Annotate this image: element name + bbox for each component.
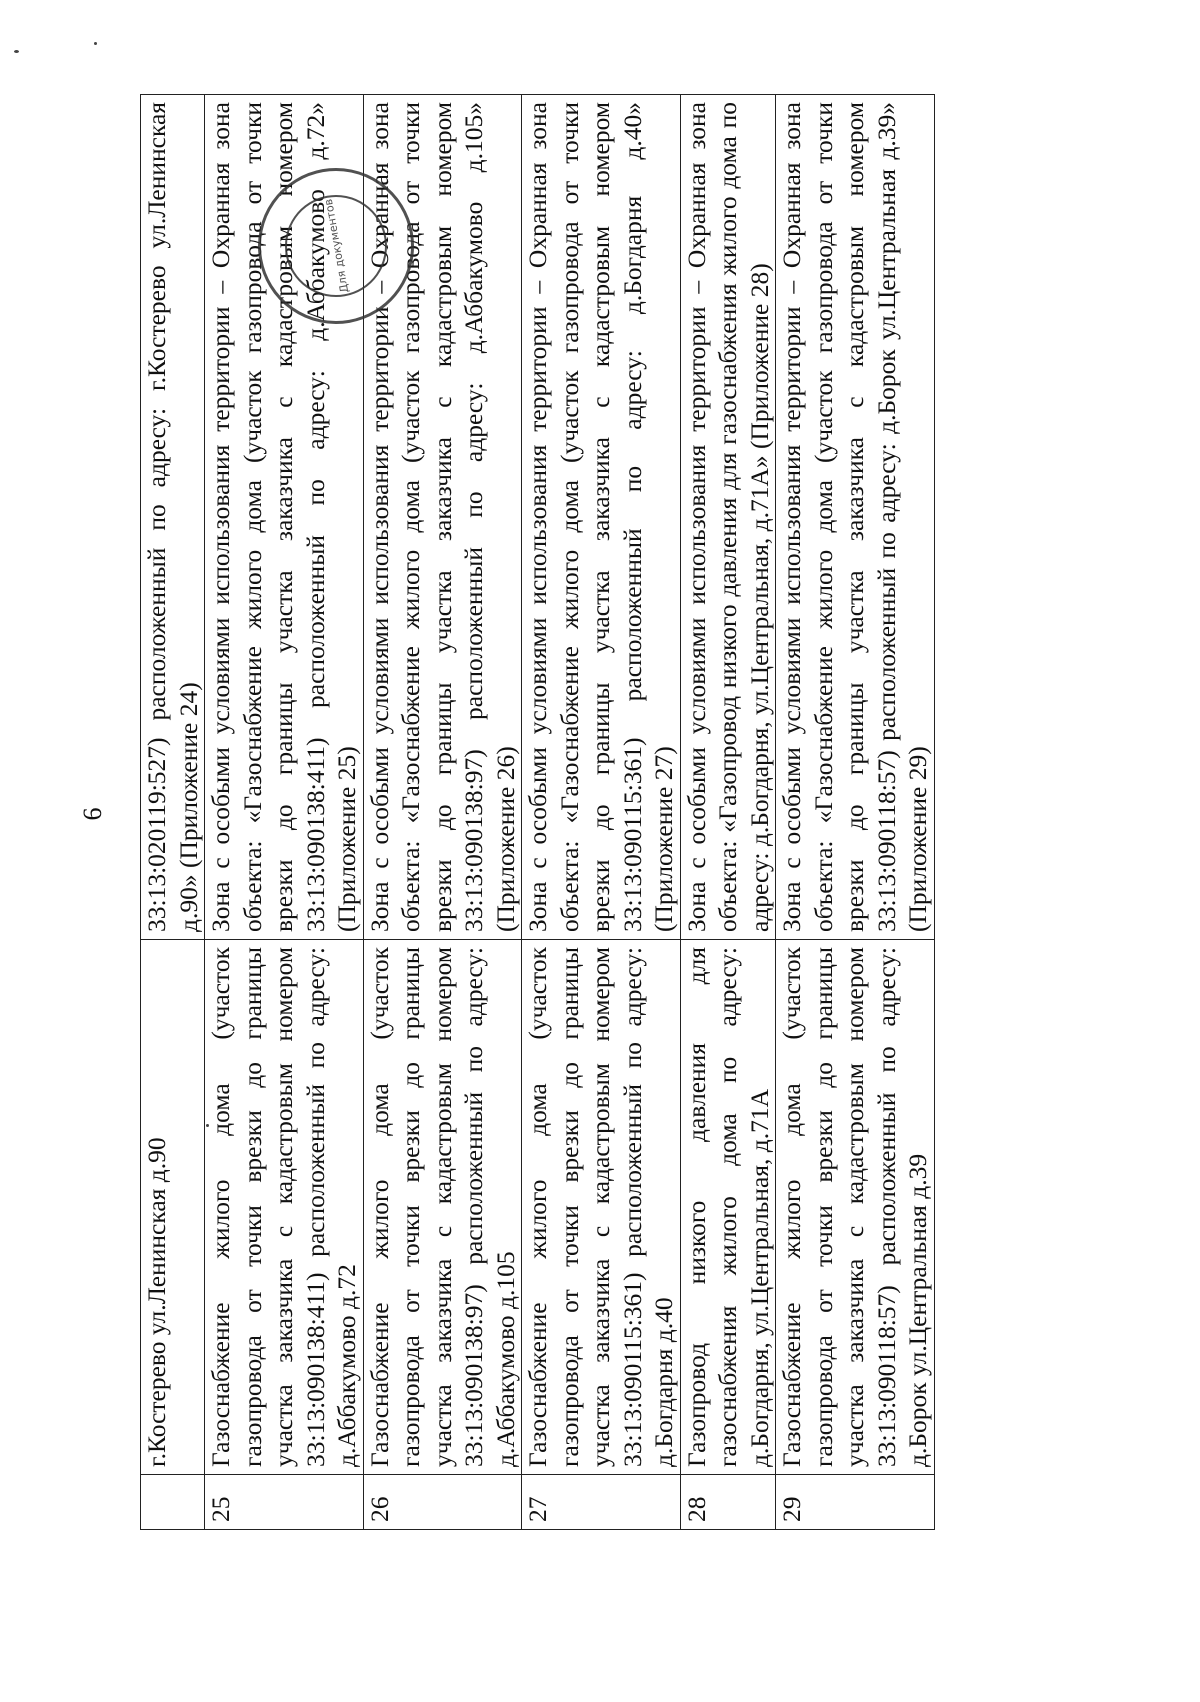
table-row [776,95,935,1530]
zone-cell: Зона с особыми условиями использования территории – Охранная зона объекта: «Газоснабжение жилого дома (участок газопровода от точки врезки до границы участка заказчика с кадастровым номером 33:13:090115:361) расположенный по адресу: д.Богдарня д.40» (Приложение 27) [522,95,681,940]
zone-cell: Зона с особыми условиями использования территории – Охранная зона объекта: «Газоснабжение жилого дома (участок газопровода от точки врезки до границы участка заказчика с кадастровым номером 33:13:090138:411) расположенный по адресу: д.Аббакумово д.72» (Приложение 25) [205,95,364,940]
scan-speck [94,42,97,45]
row-number: 26 [363,1475,522,1530]
row-number: 28 [680,1475,776,1530]
zone-cell: 33:13:020119:527) расположенный по адресу: г.Костерево ул.Ленинская д.90» (Приложение 24) [141,95,205,940]
object-cell: Газоснабжение жилого дома (участок газопровода от точки врезки до границы участка заказчика с кадастровым номером 33:13:090115:361) расположенный по адресу: д.Богдарня д.40 [522,940,681,1475]
page-number: 6 [78,807,107,821]
row-number: 29 [776,1475,935,1530]
table-row [363,95,522,1530]
object-cell: Газоснабжение жилого дома (участок газопровода от точки врезки до границы участка заказчика с кадастровым номером 33:13:090138:97) расположенный по адресу: д.Аббакумово д.105 [363,940,522,1475]
object-cell: Газоснабжение жилого дома (участок газопровода от точки врезки до границы участка заказчика с кадастровым номером 33:13:090138:411) расположенный по адресу: д.Аббакумово д.72 [205,940,364,1475]
table-row [141,95,205,1530]
scan-speck [14,50,19,53]
row-number: 27 [522,1475,681,1530]
zone-cell: Зона с особыми условиями использования территории – Охранная зона объекта: «Газоснабжение жилого дома (участок газопровода от точки врезки до границы участка заказчика с кадастровым номером 33:13:090138:97) расположенный по адресу: д.Аббакумово д.105» (Приложение 26) [363,95,522,940]
seal-inner-ring [277,187,395,305]
table-row [680,95,776,1530]
row-number [141,1475,205,1530]
zone-cell: Зона с особыми условиями использования территории – Охранная зона объекта: «Газоснабжение жилого дома (участок газопровода от точки врезки до границы участка заказчика с кадастровым номером 33:13:090118:57) расположенный по адресу: д.Борок ул.Центральная д.39» (Приложение 29) [776,95,935,940]
zone-cell: Зона с особыми условиями использования территории – Охранная зона объекта: «Газопровод низкого давления для газоснабжения жилого дома по адресу: д.Богдарня, ул.Центральная, д.71А» (Приложение 28) [680,95,776,940]
zones-table [140,94,935,1530]
seal-text: Для документов [321,198,351,294]
object-cell: Газопровод низкого давления для газоснабжения жилого дома по адресу: д.Богдарня, ул.Центральная, д.71А [680,940,776,1475]
rotated-page [78,98,1125,1530]
table-row [522,95,681,1530]
row-number: 25 [205,1475,364,1530]
object-cell: Газоснабжение жилого дома (участок газопровода от точки врезки до границы участка заказчика с кадастровым номером 33:13:090118:57) расположенный по адресу: д.Борок ул.Центральная д.39 [776,940,935,1475]
object-cell: г.Костерево ул.Ленинская д.90 [141,940,205,1475]
